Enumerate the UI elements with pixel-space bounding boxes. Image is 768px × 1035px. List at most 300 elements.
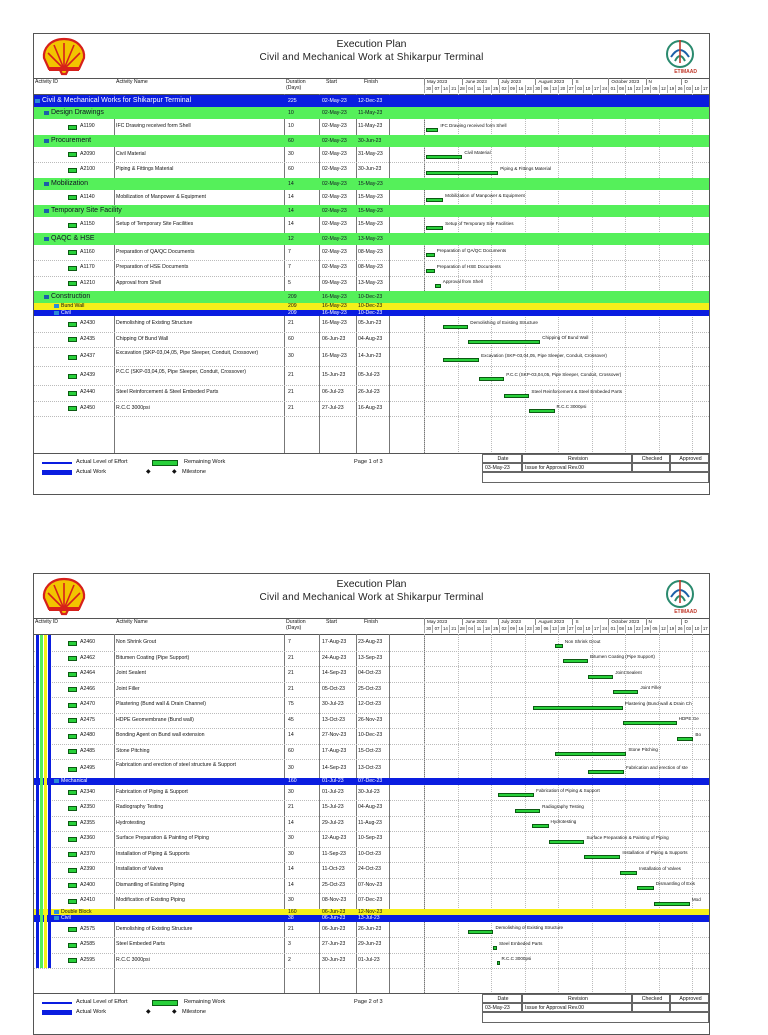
duration-value: 14 <box>288 819 294 826</box>
duration-value: 21 <box>288 389 294 395</box>
timeline-day: 19 <box>667 85 675 93</box>
finish-date: 05-Jul-23 <box>358 372 380 378</box>
activity-icon <box>68 852 77 857</box>
activity-row[interactable] <box>34 713 709 730</box>
activity-row[interactable] <box>34 119 709 136</box>
finish-date: 12-Nov-23 <box>358 908 383 915</box>
start-date: 11-Oct-23 <box>322 866 345 872</box>
activity-icon <box>68 837 77 842</box>
finish-date: 31-May-23 <box>358 150 383 157</box>
start-date: 01-Jul-23 <box>322 788 344 795</box>
gantt-bar-label: Fabrication of Piping & Support <box>536 788 600 794</box>
duration-value: 21 <box>288 320 294 326</box>
timeline-day: 24 <box>600 85 608 93</box>
gantt-bar-label: Excavation (SKP-03,04,05, Pipe Sleeper, Conduit, Crossover) <box>481 352 607 358</box>
duration-value: 14 <box>288 180 294 187</box>
activity-icon <box>68 868 77 873</box>
activity-name: R.C.C 3000psi <box>116 404 150 411</box>
duration-value: 14 <box>288 208 294 214</box>
duration-value: 21 <box>288 654 294 661</box>
duration-value: 30 <box>288 765 294 771</box>
page-footer <box>34 993 709 1034</box>
activity-icon <box>68 125 77 130</box>
rev-checked-header: Checked <box>632 994 670 1003</box>
gantt-bar-label: Plastering (Bund wall & Drain Ch <box>624 700 692 706</box>
timeline-day: 09 <box>508 85 516 93</box>
timeline-day: 10 <box>583 625 591 633</box>
revision-block <box>482 994 709 1034</box>
activity-row[interactable] <box>34 635 709 652</box>
gantt-bar-label: Installation of Valves <box>639 865 681 871</box>
timeline-day: 02 <box>499 625 507 633</box>
activity-icon <box>68 656 77 661</box>
activity-id: A2595 <box>80 956 96 963</box>
duration-value: 30 <box>288 850 294 857</box>
finish-date: 30-Jun-23 <box>358 137 382 144</box>
timeline-day: 12 <box>659 85 667 93</box>
timeline-day: 02 <box>499 85 507 93</box>
activity-icon <box>68 806 77 811</box>
activity-row[interactable] <box>34 697 709 714</box>
rev-empty-row <box>482 472 709 483</box>
gantt-bar-label: Civil Material <box>464 150 491 156</box>
timeline-day: 30 <box>424 85 432 93</box>
activity-name: Hydrotesting <box>116 819 146 826</box>
start-date: 16-May-23 <box>322 303 347 309</box>
finish-date: 10-Dec-23 <box>358 309 383 316</box>
activity-id: A2439 <box>80 372 96 378</box>
activity-row[interactable] <box>34 147 709 164</box>
gantt-bar-label: Bo <box>695 731 702 737</box>
gantt-bar-label: R.C.C 3000psi <box>556 404 587 410</box>
rev-date-header: Date <box>482 454 522 463</box>
activity-id: A1160 <box>80 248 95 255</box>
duration-value: 225 <box>288 98 297 104</box>
gantt-bar-label: Preparation of QA/QC Documents <box>436 248 507 254</box>
start-date: 02-May-23 <box>322 180 347 187</box>
start-date: 16-May-23 <box>322 320 347 326</box>
activity-icon <box>68 406 77 411</box>
activity-row[interactable] <box>34 831 709 848</box>
activity-row[interactable] <box>34 332 709 349</box>
activity-name: Piping & Fittings Material <box>116 166 174 172</box>
finish-date: 26-Jun-23 <box>358 925 382 932</box>
wbs-folder-icon <box>54 910 59 914</box>
timeline-day: 20 <box>558 85 566 93</box>
start-date: 02-May-23 <box>322 221 347 227</box>
timeline-month: June 2023 <box>462 618 498 625</box>
timeline-day: 06 <box>541 625 549 633</box>
rev-approved <box>670 463 709 472</box>
timeline-day: 13 <box>550 85 558 93</box>
start-date: 02-May-23 <box>322 166 347 172</box>
gantt-bar-label: Steel Embeded Parts <box>499 940 543 946</box>
activity-row[interactable] <box>34 922 709 939</box>
start-date: 09-May-23 <box>322 279 347 286</box>
start-date: 29-Jul-23 <box>322 819 344 826</box>
wbs-row[interactable] <box>34 291 709 303</box>
gantt-bar-label: Hydrotesting <box>550 819 577 825</box>
start-date: 27-Jul-23 <box>322 404 344 411</box>
wbs-name: QAQC & HSE <box>51 234 95 242</box>
wbs-tree-line <box>40 635 43 968</box>
gantt-bar-label: R.C.C 3000psi <box>501 956 532 962</box>
start-date: 06-Jun-23 <box>322 915 346 921</box>
activity-id: A2460 <box>80 639 96 645</box>
activity-id: A2400 <box>80 881 96 888</box>
wbs-name: Bund Wall <box>61 303 85 309</box>
col-activity-id: Activity ID <box>35 79 59 85</box>
activity-name: P.C.C (SKP-03,04,05, Pipe Sleeper, Conduit, Crossover) <box>116 369 246 375</box>
activity-name: Stone Pitching <box>116 747 150 754</box>
duration-value: 60 <box>288 747 294 754</box>
wbs-name: Civil <box>61 309 71 316</box>
wbs-folder-icon <box>54 916 59 920</box>
page-number: Page 2 of 3 <box>354 999 383 1005</box>
wbs-row[interactable] <box>34 107 709 119</box>
start-date: 06-Jun-23 <box>322 335 346 342</box>
activity-row[interactable] <box>34 744 709 761</box>
activity-id: A1210 <box>80 279 96 286</box>
activity-row[interactable] <box>34 651 709 668</box>
timeline-day: 30 <box>533 625 541 633</box>
activity-row[interactable] <box>34 682 709 699</box>
activity-id: A2435 <box>80 335 96 342</box>
start-date: 02-May-23 <box>322 248 347 255</box>
activity-id: A1140 <box>80 193 95 200</box>
duration-value: 60 <box>288 137 294 144</box>
activity-icon <box>68 821 77 826</box>
finish-date: 30-Jun-23 <box>358 166 382 172</box>
activity-id: A2462 <box>80 654 96 661</box>
timeline-day: 05 <box>650 625 658 633</box>
duration-value: 30 <box>288 897 294 903</box>
duration-value: 60 <box>288 166 294 172</box>
activity-row[interactable] <box>34 728 709 745</box>
gantt-bar-label: Installation of Piping & Supports <box>622 850 688 856</box>
start-date: 16-May-23 <box>322 353 347 359</box>
legend-actual-work: Actual Work <box>76 469 107 475</box>
finish-date: 15-May-23 <box>358 208 383 214</box>
duration-value: 14 <box>288 866 294 872</box>
activity-name: Demolishing of Existing Structure <box>116 320 193 326</box>
timeline-day: 14 <box>441 625 449 633</box>
start-date: 06-Jun-23 <box>322 925 346 932</box>
col-duration: Duration (Days) <box>286 619 306 631</box>
timeline-day: 08 <box>617 625 625 633</box>
activity-name: Bitumen Coating (Pipe Support) <box>116 654 190 661</box>
gantt-bar-label: Joint Sealent <box>615 669 642 675</box>
timeline-month: May 2023 <box>424 618 462 625</box>
col-duration: Duration (Days) <box>286 79 306 91</box>
col-start: Start <box>326 79 337 85</box>
col-finish: Finish <box>364 79 378 85</box>
activity-name: Joint Filler <box>116 685 140 692</box>
col-activity-name: Activity Name <box>116 619 148 625</box>
timeline-day: 08 <box>617 85 625 93</box>
start-date: 05-Oct-23 <box>322 685 346 692</box>
timeline-month: October 2023 <box>608 78 645 85</box>
activity-id: A2430 <box>80 320 96 326</box>
timeline-month: July 2023 <box>498 618 535 625</box>
gantt-bar-label: Piping & Fittings Material <box>500 165 552 171</box>
column-header-row <box>34 618 709 635</box>
legend-remaining-swatch <box>152 460 178 466</box>
activity-row[interactable] <box>34 953 709 970</box>
activity-icon <box>68 899 77 904</box>
rev-revision-header: Revision <box>522 994 632 1003</box>
timeline-day: 10 <box>692 625 700 633</box>
activity-name: Plastering (Bund wall & Drain Channel) <box>116 701 206 707</box>
activity-icon <box>68 943 77 948</box>
wbs-row[interactable] <box>34 95 709 107</box>
duration-value: 30 <box>288 835 294 841</box>
activity-name: R.C.C 3000psi <box>116 956 150 963</box>
activity-row[interactable] <box>34 937 709 954</box>
timeline-day: 20 <box>558 625 566 633</box>
gantt-bar-label: Surface Preparation & Painting of Piping <box>586 834 669 840</box>
legend-actual-work-swatch <box>42 470 72 475</box>
activity-row[interactable] <box>34 385 709 402</box>
activity-row[interactable] <box>34 162 709 179</box>
wbs-folder-icon <box>44 182 49 186</box>
activity-row[interactable] <box>34 401 709 418</box>
wbs-name: Civil & Mechanical Works for Shikarpur Terminal <box>42 97 192 104</box>
finish-date: 10-Dec-23 <box>358 294 383 300</box>
timeline-month: August 2023 <box>535 78 572 85</box>
timeline-month: N <box>646 618 682 625</box>
timeline-day: 14 <box>441 85 449 93</box>
activity-name: Preparation of QA/QC Documents <box>116 248 195 255</box>
finish-date: 24-Oct-23 <box>358 866 382 872</box>
duration-value: 160 <box>288 778 297 784</box>
start-date: 01-Jul-23 <box>322 778 344 784</box>
timeline-day: 23 <box>525 85 533 93</box>
timeline-day: 16 <box>516 85 524 93</box>
rev-approved-header: Approved <box>670 454 709 463</box>
activity-icon <box>68 322 77 327</box>
duration-value: 160 <box>288 908 297 915</box>
activity-id: A2575 <box>80 925 96 932</box>
duration-value: 21 <box>288 404 294 411</box>
activity-name: Demolishing of Existing Structure <box>116 925 193 932</box>
milestone-icon: ◆ <box>146 1009 151 1015</box>
activity-id: A2410 <box>80 897 96 903</box>
start-date: 27-Nov-23 <box>322 732 347 738</box>
timeline-day: 17 <box>592 625 600 633</box>
timeline-month: S <box>572 78 608 85</box>
activity-row[interactable] <box>34 862 709 879</box>
gantt-bar-label: Bitumen Coating (Pipe Support) <box>590 654 655 660</box>
gantt-bar-label: Mobilization of Manpower & Equipment <box>445 193 525 199</box>
finish-date: 08-May-23 <box>358 248 383 255</box>
activity-row[interactable] <box>34 878 709 895</box>
duration-value: 30 <box>288 788 294 795</box>
duration-value: 30 <box>288 150 294 157</box>
rev-text: Issue for Approval Rev.00 <box>522 463 632 472</box>
activity-name: Surface Preparation & Painting of Piping <box>116 835 209 841</box>
start-date: 14-Sep-23 <box>322 670 347 676</box>
finish-date: 11-Aug-23 <box>358 819 382 826</box>
duration-value: 14 <box>288 881 294 888</box>
activity-row[interactable] <box>34 276 709 293</box>
duration-value: 21 <box>288 804 294 810</box>
activity-id: A2485 <box>80 747 96 754</box>
duration-value: 2 <box>288 956 291 963</box>
timeline-day: 03 <box>684 625 692 633</box>
page-title: Execution Plan <box>336 38 407 50</box>
legend-milestone: Milestone <box>182 1009 206 1015</box>
activity-id: A2464 <box>80 670 96 676</box>
start-date: 02-May-23 <box>322 208 347 214</box>
timeline-day: 07 <box>432 625 440 633</box>
activity-name: Steel Reinforcement & Steel Embeded Parts <box>116 389 219 395</box>
activity-row[interactable] <box>34 816 709 833</box>
activity-row[interactable] <box>34 316 709 333</box>
wbs-row[interactable] <box>34 233 709 245</box>
timeline-day: 23 <box>525 625 533 633</box>
wbs-tree-line <box>48 635 51 968</box>
rev-checked <box>632 463 670 472</box>
milestone-icon: ◆ <box>146 469 151 475</box>
timeline-day: 10 <box>583 85 591 93</box>
activity-icon <box>68 391 77 396</box>
duration-value: 75 <box>288 701 294 707</box>
start-date: 02-May-23 <box>322 235 347 242</box>
wbs-row[interactable] <box>34 205 709 217</box>
start-date: 16-May-23 <box>322 294 347 300</box>
activity-row[interactable] <box>34 759 709 779</box>
wbs-name: Mechanical <box>61 778 88 784</box>
activity-icon <box>68 927 77 932</box>
start-date: 27-Jun-23 <box>322 941 346 947</box>
finish-date: 04-Aug-23 <box>358 335 383 342</box>
activity-row[interactable] <box>34 366 709 386</box>
finish-date: 23-Aug-23 <box>358 639 383 645</box>
duration-value: 3 <box>288 941 291 947</box>
activity-name: Steel Embeded Parts <box>116 941 166 947</box>
activity-name: HDPE Geomembrane (Bund wall) <box>116 716 194 723</box>
finish-date: 12-Oct-23 <box>358 701 382 707</box>
wbs-folder-icon <box>44 111 49 115</box>
activity-row[interactable] <box>34 190 709 207</box>
wbs-name: Procurement <box>51 136 92 144</box>
finish-date: 26-Nov-23 <box>358 716 383 723</box>
gantt-bar-label: HDPE Ge <box>678 716 699 722</box>
start-date: 16-May-23 <box>322 309 347 316</box>
gantt-bar-label: Setup of Temporary Site Facilities <box>445 220 514 226</box>
start-date: 14-Sep-23 <box>322 765 347 771</box>
timeline-day: 17 <box>701 85 709 93</box>
activity-name: Civil Material <box>116 150 146 157</box>
legend-milestone: Milestone <box>182 469 206 475</box>
duration-value: 12 <box>288 235 294 242</box>
legend-level-effort: Actual Level of Effort <box>76 459 128 465</box>
timeline-day: 30 <box>533 85 541 93</box>
finish-date: 29-Jun-23 <box>358 941 382 947</box>
gantt-bar-label: Mod <box>691 896 701 902</box>
start-date: 02-May-23 <box>322 264 347 270</box>
activity-row[interactable] <box>34 666 709 683</box>
page-header <box>34 574 709 619</box>
gantt-bar-label: Stone Pitching <box>628 747 658 753</box>
finish-date: 07-Nov-23 <box>358 881 383 888</box>
wbs-row[interactable] <box>34 178 709 190</box>
wbs-tree-line <box>36 635 39 968</box>
wbs-name: Civil <box>61 915 71 921</box>
timeline-day: 29 <box>642 625 650 633</box>
duration-value: 7 <box>288 264 291 270</box>
wbs-folder-icon <box>44 139 49 143</box>
start-date: 02-May-23 <box>322 150 347 157</box>
timeline-day: 12 <box>659 625 667 633</box>
finish-date: 15-May-23 <box>358 180 383 187</box>
finish-date: 10-Oct-23 <box>358 850 382 857</box>
duration-value: 14 <box>288 732 294 738</box>
timeline-month: June 2023 <box>462 78 498 85</box>
activity-name: Installation of Piping & Supports <box>116 850 190 857</box>
start-date: 17-Aug-23 <box>322 747 347 754</box>
activity-id: A2370 <box>80 850 96 857</box>
start-date: 02-May-23 <box>322 123 347 129</box>
activity-name: Mobilization of Manpower & Equipment <box>116 193 206 200</box>
wbs-row[interactable] <box>34 135 709 147</box>
activity-id: A2450 <box>80 404 96 411</box>
timeline-day: 25 <box>491 625 499 633</box>
activity-row[interactable] <box>34 245 709 262</box>
page-subtitle: Civil and Mechanical Work at Shikarpur Terminal <box>259 52 484 63</box>
activity-name: Excavation (SKP-03,04,05, Pipe Sleeper, Conduit, Crossover) <box>116 350 259 356</box>
activity-name: Non Shrink Grout <box>116 639 157 645</box>
legend-level-effort: Actual Level of Effort <box>76 999 128 1005</box>
start-date: 02-May-23 <box>322 137 347 144</box>
duration-value: 14 <box>288 193 294 200</box>
activity-row[interactable] <box>34 800 709 817</box>
timeline-day: 26 <box>675 85 683 93</box>
timeline-month: N <box>646 78 682 85</box>
gantt-bar-label: Steel Reinforcement & Steel Embeded Parts <box>531 388 623 394</box>
timeline-day: 10 <box>692 85 700 93</box>
rev-approved-header: Approved <box>670 994 709 1003</box>
gantt-bar-label: Approval from Shell <box>442 279 483 285</box>
activity-name: Preparation of HSE Documents <box>116 264 189 270</box>
finish-date: 11-May-23 <box>358 123 383 129</box>
activity-name: Fabrication of Piping & Support <box>116 788 188 795</box>
wbs-folder-icon <box>54 304 59 308</box>
col-activity-name: Activity Name <box>116 79 148 85</box>
gantt-bar-label: Dismantling of Exis <box>655 881 695 887</box>
activity-row[interactable] <box>34 260 709 277</box>
timeline-day: 25 <box>491 85 499 93</box>
page-number: Page 1 of 3 <box>354 459 383 465</box>
start-date: 08-Nov-23 <box>322 897 347 903</box>
activity-row[interactable] <box>34 847 709 864</box>
duration-value: 10 <box>288 110 294 116</box>
legend-remaining: Remaining Work <box>184 999 226 1005</box>
duration-value: 60 <box>288 335 294 342</box>
start-date: 15-Jul-23 <box>322 804 344 810</box>
schedule-page <box>33 573 710 1035</box>
activity-row[interactable] <box>34 217 709 234</box>
timeline-month: October 2023 <box>608 618 645 625</box>
activity-row[interactable] <box>34 893 709 910</box>
activity-icon <box>68 195 77 200</box>
gantt-bar-label: Chipping Of Bund Wall <box>542 335 589 341</box>
activity-id: A2495 <box>80 765 96 771</box>
activity-row[interactable] <box>34 347 709 367</box>
activity-row[interactable] <box>34 785 709 802</box>
timeline-month: August 2023 <box>535 618 572 625</box>
